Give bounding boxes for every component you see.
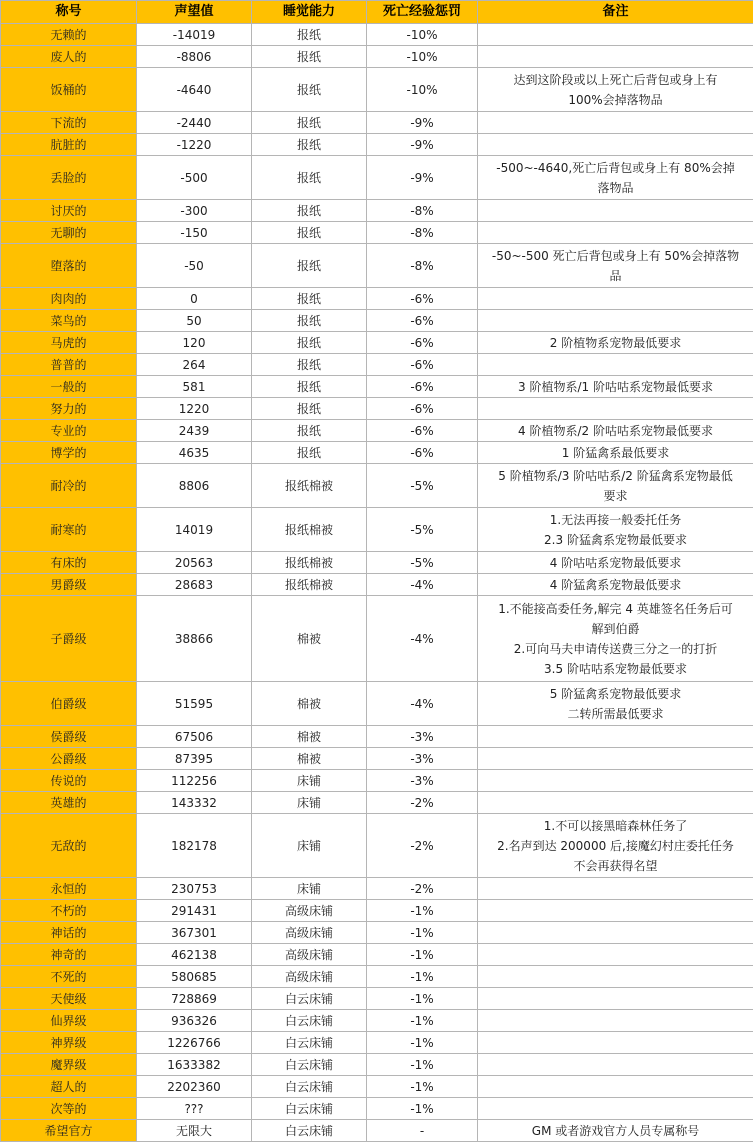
title-cell: 英雄的	[1, 792, 137, 814]
table-row	[1, 332, 753, 354]
note-line: 2.3 阶猛禽系宠物最低要求	[544, 532, 687, 547]
note-cell	[478, 922, 753, 944]
table-row	[1, 596, 753, 682]
sleep-cell: 报纸	[252, 24, 367, 46]
note-cell	[478, 288, 753, 310]
table-row	[1, 900, 753, 922]
note-cell	[478, 748, 753, 770]
note-line: 品	[609, 268, 622, 283]
penalty-cell: -6%	[367, 288, 478, 310]
table-row	[1, 24, 753, 46]
note-line: 2 阶植物系宠物最低要求	[549, 335, 682, 350]
title-cell: 有床的	[1, 552, 137, 574]
header-title: 称号	[1, 1, 137, 24]
note-cell	[478, 200, 753, 222]
sleep-cell: 白云床铺	[252, 988, 367, 1010]
sleep-cell: 高级床铺	[252, 966, 367, 988]
title-cell: 侯爵级	[1, 726, 137, 748]
title-cell: 公爵级	[1, 748, 137, 770]
note-cell	[478, 966, 753, 988]
sleep-cell: 棉被	[252, 682, 367, 726]
sleep-cell: 报纸棉被	[252, 464, 367, 508]
title-cell: 次等的	[1, 1098, 137, 1120]
note-cell	[478, 878, 753, 900]
table-row	[1, 574, 753, 596]
reputation-cell: 581	[137, 376, 252, 398]
note-cell	[478, 1032, 753, 1054]
note-cell	[478, 726, 753, 748]
table-row	[1, 244, 753, 288]
reputation-cell: 1220	[137, 398, 252, 420]
reputation-cell: -300	[137, 200, 252, 222]
note-cell	[478, 134, 753, 156]
reputation-cell: 580685	[137, 966, 252, 988]
note-cell	[478, 112, 753, 134]
reputation-cell: -50	[137, 244, 252, 288]
sleep-cell: 棉被	[252, 748, 367, 770]
penalty-cell: -1%	[367, 922, 478, 944]
note-line: 100%会掉落物品	[568, 92, 663, 107]
table-row	[1, 46, 753, 68]
penalty-cell: -6%	[367, 376, 478, 398]
table-row	[1, 966, 753, 988]
note-line: 5 阶猛禽系宠物最低要求	[549, 686, 682, 701]
table-row	[1, 288, 753, 310]
sleep-cell: 报纸	[252, 376, 367, 398]
note-line: 落物品	[597, 180, 634, 195]
penalty-cell: -1%	[367, 966, 478, 988]
reputation-cell: 264	[137, 354, 252, 376]
title-cell: 天使级	[1, 988, 137, 1010]
reputation-cell: 182178	[137, 814, 252, 878]
penalty-cell: -6%	[367, 354, 478, 376]
note-line: GM 或者游戏官方人员专属称号	[531, 1123, 700, 1138]
note-cell	[478, 24, 753, 46]
sleep-cell: 白云床铺	[252, 1076, 367, 1098]
note-cell	[478, 68, 753, 112]
note-cell	[478, 682, 753, 726]
penalty-cell: -3%	[367, 726, 478, 748]
sleep-cell: 床铺	[252, 814, 367, 878]
sleep-cell: 白云床铺	[252, 1098, 367, 1120]
title-cell: 伯爵级	[1, 682, 137, 726]
table-row	[1, 1120, 753, 1142]
table-row	[1, 420, 753, 442]
note-cell	[478, 900, 753, 922]
reputation-cell: 367301	[137, 922, 252, 944]
note-line: 3 阶植物系/1 阶咕咕系宠物最低要求	[518, 379, 713, 394]
penalty-cell: -9%	[367, 112, 478, 134]
table-row	[1, 1076, 753, 1098]
sleep-cell: 床铺	[252, 770, 367, 792]
penalty-cell: -1%	[367, 900, 478, 922]
reputation-cell: 20563	[137, 552, 252, 574]
reputation-cell: 2202360	[137, 1076, 252, 1098]
title-cell: 耐冷的	[1, 464, 137, 508]
reputation-cell: 87395	[137, 748, 252, 770]
sleep-cell: 报纸	[252, 398, 367, 420]
title-cell: 丢脸的	[1, 156, 137, 200]
sleep-cell: 报纸	[252, 354, 367, 376]
reputation-cell: 8806	[137, 464, 252, 508]
note-cell	[478, 574, 753, 596]
sleep-cell: 床铺	[252, 878, 367, 900]
note-line: 4 阶猛禽系宠物最低要求	[549, 577, 682, 592]
table-row	[1, 1010, 753, 1032]
title-cell: 无敌的	[1, 814, 137, 878]
table-row	[1, 354, 753, 376]
note-line: 达到这阶段或以上死亡后背包或身上有	[513, 72, 718, 87]
sleep-cell: 报纸	[252, 420, 367, 442]
note-cell	[478, 814, 753, 878]
sleep-cell: 报纸	[252, 46, 367, 68]
penalty-cell: -5%	[367, 508, 478, 552]
reputation-cell: -150	[137, 222, 252, 244]
table-row	[1, 112, 753, 134]
table-row	[1, 726, 753, 748]
reputation-cell: 462138	[137, 944, 252, 966]
penalty-cell: -9%	[367, 156, 478, 200]
note-cell	[478, 944, 753, 966]
penalty-cell: -2%	[367, 792, 478, 814]
title-cell: 不死的	[1, 966, 137, 988]
reputation-cell: -14019	[137, 24, 252, 46]
note-cell	[478, 310, 753, 332]
reputation-cell: -500	[137, 156, 252, 200]
note-cell	[478, 1098, 753, 1120]
sleep-cell: 棉被	[252, 726, 367, 748]
reputation-cell: 728869	[137, 988, 252, 1010]
penalty-cell: -1%	[367, 1032, 478, 1054]
sleep-cell: 报纸	[252, 332, 367, 354]
sleep-cell: 报纸	[252, 134, 367, 156]
title-cell: 讨厌的	[1, 200, 137, 222]
reputation-cell: 51595	[137, 682, 252, 726]
sleep-cell: 白云床铺	[252, 1032, 367, 1054]
reputation-cell: 1226766	[137, 1032, 252, 1054]
title-cell: 无赖的	[1, 24, 137, 46]
penalty-cell: -6%	[367, 398, 478, 420]
reputation-cell: ???	[137, 1098, 252, 1120]
penalty-cell: -4%	[367, 682, 478, 726]
table-row	[1, 878, 753, 900]
title-cell: 废人的	[1, 46, 137, 68]
note-line: 要求	[603, 488, 628, 503]
table-row	[1, 552, 753, 574]
table-row	[1, 748, 753, 770]
header-sleep: 睡觉能力	[252, 1, 367, 24]
table-row	[1, 1032, 753, 1054]
reputation-cell: 112256	[137, 770, 252, 792]
table-row	[1, 944, 753, 966]
note-line: 1.不能接高委任务,解完 4 英雄签名任务后可	[498, 601, 733, 616]
title-cell: 男爵级	[1, 574, 137, 596]
title-cell: 不朽的	[1, 900, 137, 922]
table-row	[1, 398, 753, 420]
note-line: 二转所需最低要求	[567, 706, 664, 721]
reputation-cell: -2440	[137, 112, 252, 134]
note-line: 2.可向马夫申请传送费三分之一的打折	[513, 641, 718, 656]
sleep-cell: 报纸	[252, 156, 367, 200]
table-row	[1, 792, 753, 814]
penalty-cell: -1%	[367, 988, 478, 1010]
note-line: 3.5 阶咕咕系宠物最低要求	[544, 661, 687, 676]
sleep-cell: 报纸棉被	[252, 508, 367, 552]
penalty-cell: -8%	[367, 200, 478, 222]
header-row	[1, 1, 753, 24]
note-cell	[478, 464, 753, 508]
title-cell: 肮脏的	[1, 134, 137, 156]
title-cell: 堕落的	[1, 244, 137, 288]
penalty-cell: -6%	[367, 420, 478, 442]
note-line: 1.无法再接一般委托任务	[549, 512, 682, 527]
penalty-cell: -10%	[367, 24, 478, 46]
sleep-cell: 高级床铺	[252, 922, 367, 944]
penalty-cell: -1%	[367, 944, 478, 966]
note-line: 4 阶咕咕系宠物最低要求	[549, 555, 682, 570]
penalty-cell: -9%	[367, 134, 478, 156]
table-row	[1, 814, 753, 878]
note-cell	[478, 244, 753, 288]
sleep-cell: 报纸	[252, 288, 367, 310]
note-cell	[478, 1010, 753, 1032]
note-line: 2.名声到达 200000 后,接魔幻村庄委托任务	[497, 838, 734, 853]
table-row	[1, 988, 753, 1010]
reputation-cell: -8806	[137, 46, 252, 68]
title-cell: 神奇的	[1, 944, 137, 966]
note-cell	[478, 156, 753, 200]
table-row	[1, 464, 753, 508]
title-cell: 子爵级	[1, 596, 137, 682]
table-row	[1, 222, 753, 244]
penalty-cell: -6%	[367, 442, 478, 464]
penalty-cell: -8%	[367, 222, 478, 244]
note-cell	[478, 442, 753, 464]
note-cell	[478, 376, 753, 398]
sleep-cell: 报纸	[252, 112, 367, 134]
table-row	[1, 156, 753, 200]
table-row	[1, 442, 753, 464]
reputation-cell: 38866	[137, 596, 252, 682]
title-cell: 一般的	[1, 376, 137, 398]
title-cell: 超人的	[1, 1076, 137, 1098]
sleep-cell: 报纸	[252, 222, 367, 244]
reputation-cell: 67506	[137, 726, 252, 748]
title-cell: 无聊的	[1, 222, 137, 244]
table-row	[1, 376, 753, 398]
table-row	[1, 682, 753, 726]
note-cell	[478, 508, 753, 552]
title-cell: 仙界级	[1, 1010, 137, 1032]
note-cell	[478, 988, 753, 1010]
sleep-cell: 报纸棉被	[252, 574, 367, 596]
note-cell	[478, 552, 753, 574]
note-line: 1.不可以接黑暗森林任务了	[543, 818, 688, 833]
note-cell	[478, 770, 753, 792]
penalty-cell: -1%	[367, 1054, 478, 1076]
penalty-cell: -5%	[367, 552, 478, 574]
penalty-cell: -6%	[367, 310, 478, 332]
table-row	[1, 134, 753, 156]
note-cell	[478, 792, 753, 814]
note-cell	[478, 420, 753, 442]
penalty-cell: -5%	[367, 464, 478, 508]
penalty-cell: -2%	[367, 814, 478, 878]
note-line: 4 阶植物系/2 阶咕咕系宠物最低要求	[518, 423, 713, 438]
sleep-cell: 棉被	[252, 596, 367, 682]
penalty-cell: -1%	[367, 1010, 478, 1032]
title-cell: 神话的	[1, 922, 137, 944]
reputation-cell: 14019	[137, 508, 252, 552]
title-cell: 永恒的	[1, 878, 137, 900]
penalty-cell: -	[367, 1120, 478, 1142]
reputation-cell: 无限大	[137, 1120, 252, 1142]
title-cell: 努力的	[1, 398, 137, 420]
reputation-cell: 230753	[137, 878, 252, 900]
note-cell	[478, 222, 753, 244]
table-row	[1, 770, 753, 792]
table-row	[1, 200, 753, 222]
note-cell	[478, 332, 753, 354]
reputation-cell: 936326	[137, 1010, 252, 1032]
reputation-cell: -1220	[137, 134, 252, 156]
sleep-cell: 报纸	[252, 200, 367, 222]
reputation-cell: -4640	[137, 68, 252, 112]
sleep-cell: 白云床铺	[252, 1120, 367, 1142]
note-line: -50~-500 死亡后背包或身上有 50%会掉落物	[491, 248, 740, 263]
reputation-cell: 291431	[137, 900, 252, 922]
note-cell	[478, 398, 753, 420]
reputation-cell: 4635	[137, 442, 252, 464]
title-cell: 肉肉的	[1, 288, 137, 310]
sleep-cell: 报纸	[252, 68, 367, 112]
sleep-cell: 白云床铺	[252, 1054, 367, 1076]
reputation-cell: 50	[137, 310, 252, 332]
title-cell: 菜鸟的	[1, 310, 137, 332]
note-cell	[478, 46, 753, 68]
title-cell: 传说的	[1, 770, 137, 792]
table-row	[1, 68, 753, 112]
title-cell: 饭桶的	[1, 68, 137, 112]
penalty-cell: -10%	[367, 46, 478, 68]
note-cell	[478, 1076, 753, 1098]
sleep-cell: 高级床铺	[252, 900, 367, 922]
note-cell	[478, 1120, 753, 1142]
note-line: 1 阶猛禽系最低要求	[561, 445, 670, 460]
penalty-cell: -3%	[367, 770, 478, 792]
title-cell: 博学的	[1, 442, 137, 464]
header-reputation: 声望值	[137, 1, 252, 24]
penalty-cell: -6%	[367, 332, 478, 354]
note-cell	[478, 596, 753, 682]
title-cell: 普普的	[1, 354, 137, 376]
penalty-cell: -4%	[367, 574, 478, 596]
table-row	[1, 1098, 753, 1120]
sleep-cell: 报纸棉被	[252, 552, 367, 574]
sleep-cell: 报纸	[252, 442, 367, 464]
title-cell: 神界级	[1, 1032, 137, 1054]
note-line: 5 阶植物系/3 阶咕咕系/2 阶猛禽系宠物最低	[498, 468, 733, 483]
title-cell: 魔界级	[1, 1054, 137, 1076]
table-row	[1, 310, 753, 332]
table-row	[1, 922, 753, 944]
sleep-cell: 报纸	[252, 244, 367, 288]
note-cell	[478, 354, 753, 376]
reputation-cell: 120	[137, 332, 252, 354]
sleep-cell: 床铺	[252, 792, 367, 814]
note-cell	[478, 1054, 753, 1076]
title-cell: 专业的	[1, 420, 137, 442]
title-cell: 马虎的	[1, 332, 137, 354]
note-line: 解到伯爵	[591, 621, 640, 636]
table-row	[1, 508, 753, 552]
reputation-cell: 143332	[137, 792, 252, 814]
penalty-cell: -1%	[367, 1098, 478, 1120]
penalty-cell: -4%	[367, 596, 478, 682]
header-penalty: 死亡经验惩罚	[367, 1, 478, 24]
penalty-cell: -2%	[367, 878, 478, 900]
penalty-cell: -8%	[367, 244, 478, 288]
sleep-cell: 报纸	[252, 310, 367, 332]
table-row	[1, 1054, 753, 1076]
header-note: 备注	[478, 1, 753, 24]
title-cell: 希望官方	[1, 1120, 137, 1142]
note-line: -500~-4640,死亡后背包或身上有 80%会掉	[496, 160, 735, 175]
title-cell: 下流的	[1, 112, 137, 134]
reputation-cell: 1633382	[137, 1054, 252, 1076]
reputation-cell: 0	[137, 288, 252, 310]
title-cell: 耐寒的	[1, 508, 137, 552]
penalty-cell: -3%	[367, 748, 478, 770]
reputation-cell: 2439	[137, 420, 252, 442]
sleep-cell: 白云床铺	[252, 1010, 367, 1032]
penalty-cell: -10%	[367, 68, 478, 112]
reputation-cell: 28683	[137, 574, 252, 596]
note-line: 不会再获得名望	[573, 858, 658, 873]
penalty-cell: -1%	[367, 1076, 478, 1098]
sleep-cell: 高级床铺	[252, 944, 367, 966]
